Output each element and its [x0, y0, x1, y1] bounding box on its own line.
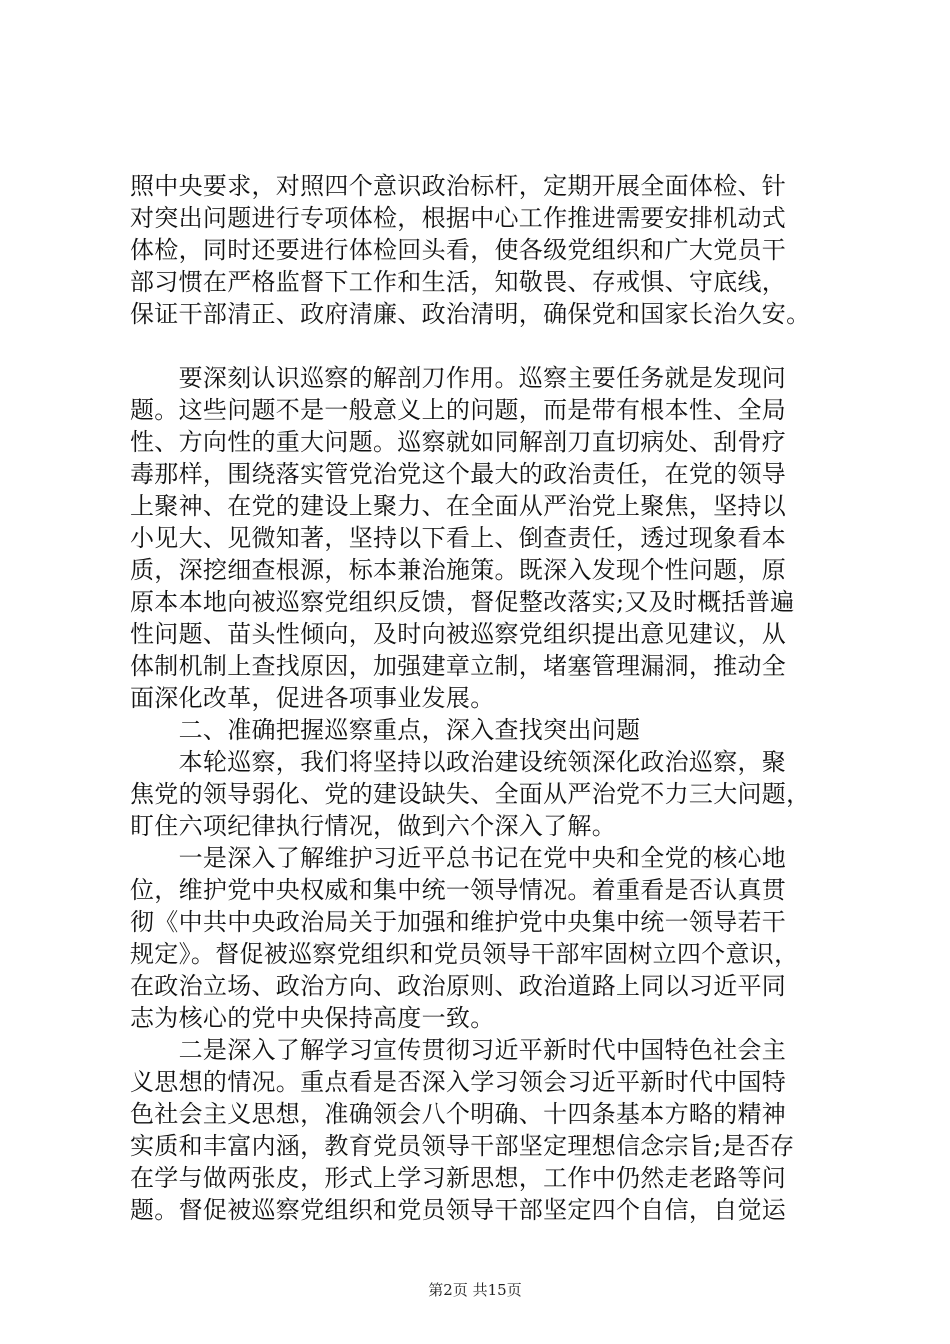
text-line: 体检，同时还要进行体检回头看，使各级党组织和广大党员干: [130, 236, 787, 264]
text-line: 题。督促被巡察党组织和党员领导干部坚定四个自信，自觉运: [130, 1196, 787, 1224]
text-line: 焦党的领导弱化、党的建设缺失、全面从严治党不力三大问题，: [130, 780, 811, 808]
text-line: 部习惯在严格监督下工作和生活，知敬畏、存戒惧、守底线，: [130, 268, 787, 296]
text-line: 在政治立场、政治方向、政治原则、政治道路上同以习近平同: [130, 972, 787, 1000]
text-line: 原本本地向被巡察党组织反馈，督促整改落实;又及时概括普遍: [130, 588, 795, 616]
text-line: 对突出问题进行专项体检，根据中心工作推进需要安排机动式: [130, 204, 787, 232]
text-line: 一是深入了解维护习近平总书记在党中央和全党的核心地: [130, 844, 787, 872]
text-line: 要深刻认识巡察的解剖刀作用。巡察主要任务就是发现问: [130, 364, 787, 392]
text-line: 在学与做两张皮，形式上学习新思想，工作中仍然走老路等问: [130, 1164, 787, 1192]
text-line: 二是深入了解学习宣传贯彻习近平新时代中国特色社会主: [130, 1036, 787, 1064]
text-line: 小见大、见微知著，坚持以下看上、倒查责任，透过现象看本: [130, 524, 787, 552]
text-line: 志为核心的党中央保持高度一致。: [130, 1004, 495, 1032]
text-line: 毒那样，围绕落实管党治党这个最大的政治责任，在党的领导: [130, 460, 787, 488]
document-body: [130, 170, 850, 1226]
paragraph-spacer: [130, 330, 850, 362]
text-line: 性问题、苗头性倾向，及时向被巡察党组织提出意见建议，从: [130, 620, 787, 648]
page-footer: 第2页 共15页: [428, 1281, 522, 1299]
text-line: 题。这些问题不是一般意义上的问题，而是带有根本性、全局: [130, 396, 787, 424]
text-line: 照中央要求，对照四个意识政治标杆，定期开展全面体检、针: [130, 172, 787, 200]
text-line: 本轮巡察，我们将坚持以政治建设统领深化政治巡察，聚: [130, 748, 787, 776]
text-line: 面深化改革，促进各项事业发展。: [130, 684, 495, 712]
text-line: 性、方向性的重大问题。巡察就如同解剖刀直切病处、刮骨疗: [130, 428, 787, 456]
text-line: 盯住六项纪律执行情况，做到六个深入了解。: [130, 812, 616, 840]
text-line: 彻《中共中央政治局关于加强和维护党中央集中统一领导若干: [130, 908, 787, 936]
text-line: 质，深挖细查根源，标本兼治施策。既深入发现个性问题，原: [130, 556, 787, 584]
text-line: 保证干部清正、政府清廉、政治清明，确保党和国家长治久安。: [130, 300, 811, 328]
text-line: 上聚神、在党的建设上聚力、在全面从严治党上聚焦，坚持以: [130, 492, 787, 520]
text-line: 义思想的情况。重点看是否深入学习领会习近平新时代中国特: [130, 1068, 787, 1096]
text-line: 位，维护党中央权威和集中统一领导情况。着重看是否认真贯: [130, 876, 787, 904]
text-line: 二、准确把握巡察重点，深入查找突出问题: [130, 716, 641, 744]
text-line: 体制机制上查找原因，加强建章立制，堵塞管理漏洞，推动全: [130, 652, 787, 680]
text-line: 实质和丰富内涵，教育党员领导干部坚定理想信念宗旨;是否存: [130, 1132, 795, 1160]
text-line: 规定》。督促被巡察党组织和党员领导干部牢固树立四个意识，: [130, 940, 799, 968]
text-line: 色社会主义思想，准确领会八个明确、十四条基本方略的精神: [130, 1100, 787, 1128]
